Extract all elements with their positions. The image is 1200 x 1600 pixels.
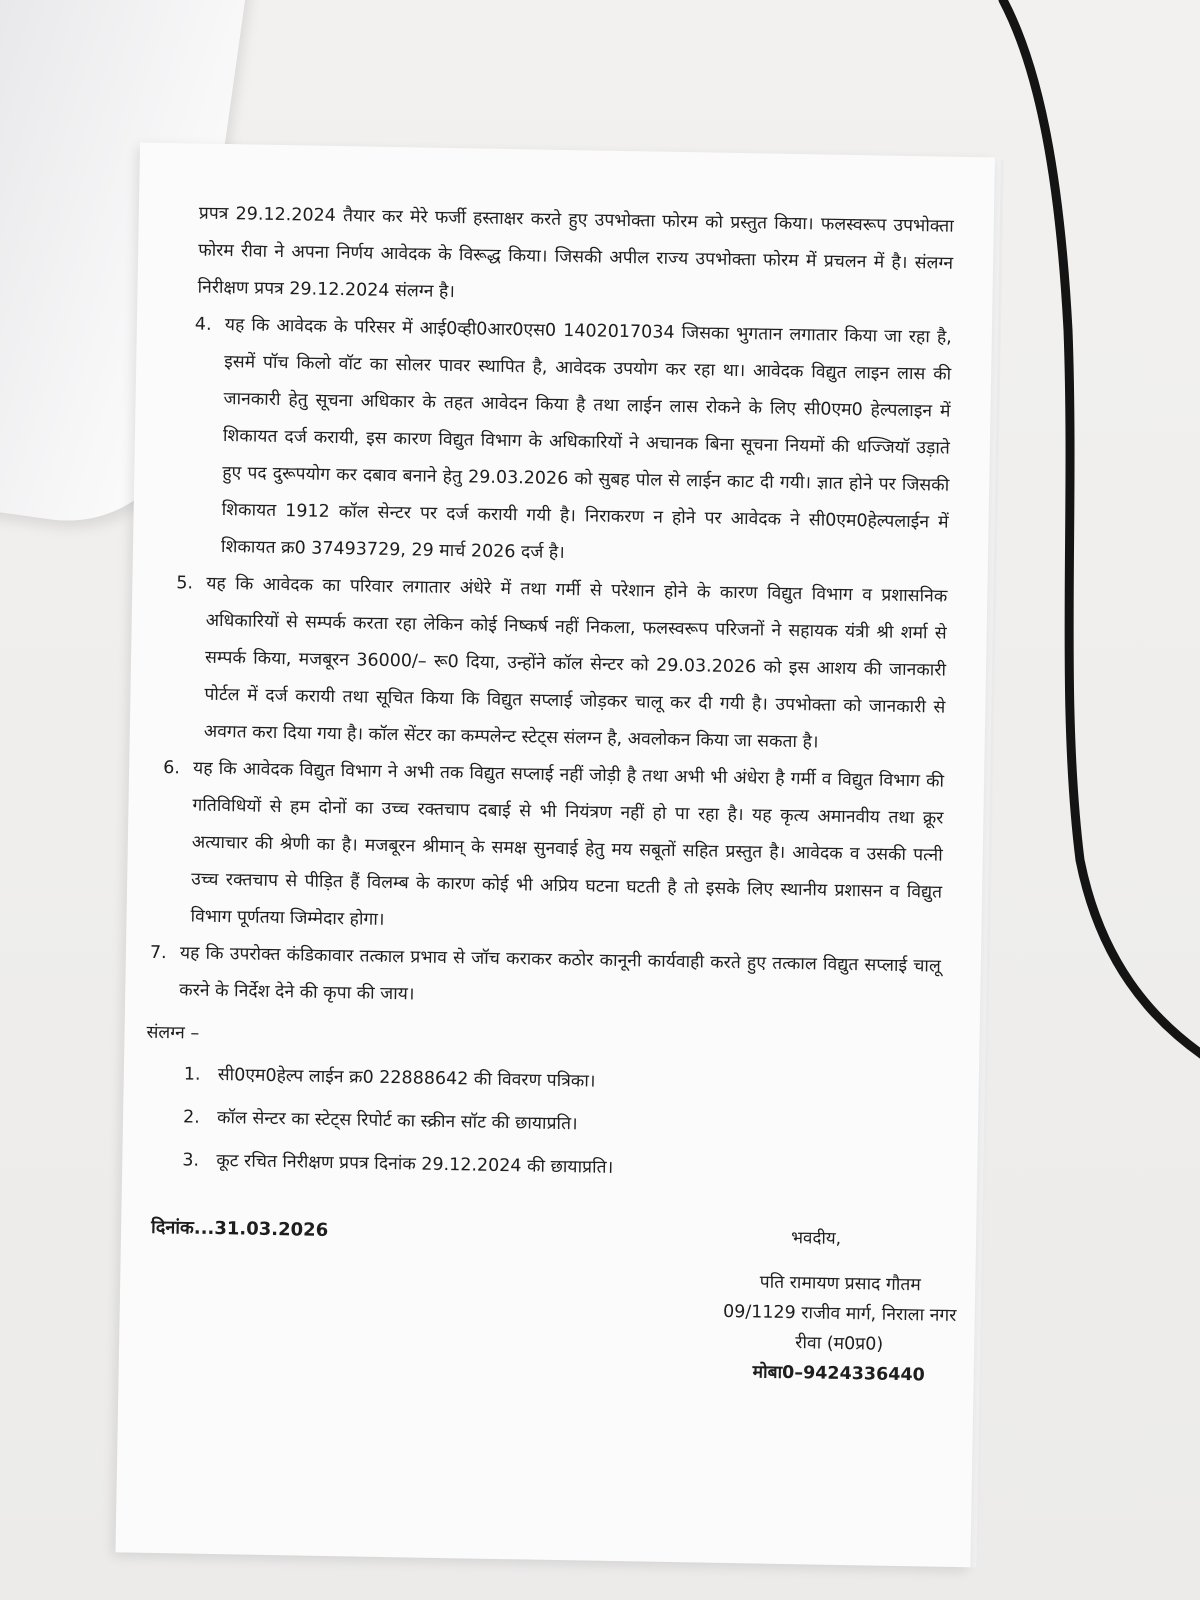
item-text: यह कि उपरोक्त कंडिकावार तत्काल प्रभाव से जॉच कराकर कठोर कानूनी कार्यवाही करते हुए तत्काल विद्युत सप्लाई चालू करने के निर्देश देने की कृपा की जाय। xyxy=(179,943,941,1005)
sender-address-line1: 09/1129 राजीव मार्ग, निराला नगर xyxy=(722,1301,957,1326)
annexure-number: 2. xyxy=(182,1107,200,1128)
annexure-title: संलग्न – xyxy=(146,1022,200,1044)
letter-footer xyxy=(150,1209,957,1412)
item-text: यह कि आवेदक विद्युत विभाग ने अभी तक विद्युत सप्लाई नहीं जोड़ी है तथा अभी भी अंधेरा है गर्मी व विद्युत विभाग की गतिविधियों से हम दोनों का उच्च रक्तचाप दबाई से भी नियंत्रण नहीं हो पा रहा है। यह कृत्य अमानवीय तथा क्रूर अत्याचार की श्रेणी का है। मजबूरन श्रीमान् के समक्ष सुनवाई हेतु मय सबूतों सहित प्रस्तुत है। आवेदक व उसकी पत्नी उच्च रक्तचाप से पीड़ित हैं विलम्ब के कारण कोई भी अप्रिय घटना घटती है तो इसके लिए स्थानीय प्रशासन व विद्युत विभाग पूर्णतया जिम्मेदार होगा। xyxy=(190,758,945,930)
item-number: 7. xyxy=(149,942,167,964)
list-item xyxy=(193,307,952,579)
closing-salutation: भवदीय, xyxy=(790,1228,842,1249)
annexure-text: कॉल सेन्टर का स्टेट्स रिपोर्ट का स्क्रीन सॉट की छायाप्रति। xyxy=(216,1108,578,1135)
sender-mobile: मोबा0–9424336440 xyxy=(752,1362,925,1386)
list-item xyxy=(151,935,941,1023)
annexure-item xyxy=(182,1142,938,1192)
sender-name: पति रामायण प्रसाद गौतम xyxy=(759,1272,921,1296)
annexure-item xyxy=(183,1099,939,1149)
item-text: यह कि आवेदक का परिवार लगातार अंधेरे में तथा गर्मी से परेशान होने के कारण विद्युत विभाग व प्रशासनिक अधिकारियों से सम्पर्क करता रहा लेकिन कोई निष्कर्ष नहीं निकला, फलस्वरूप परिजनों ने सहायक यंत्री श्री शर्मा से सम्पर्क किया, मजबूरन 36000/– रू0 दिया, उन्होंने कॉल सेन्टर को 29.03.2026 को इस आशय की जानकारी पोर्टल में दर्ज करायी तथा सूचित किया कि विद्युत सप्लाई जोड़कर चालू कर दी गयी है। उपभोक्ता को जानकारी से अवगत करा दिया गया है। कॉल सेंटर का कम्पलेन्ट स्टेट्स संलग्न है, अवलोकन किया जा सकता है। xyxy=(203,573,948,753)
signature-block xyxy=(678,1266,1000,1392)
annexure-number: 1. xyxy=(183,1064,201,1085)
intro-paragraph: प्रपत्र 29.12.2024 तैयार कर मेरे फर्जी हस्ताक्षर करते हुए उपभोक्ता फोरम को प्रस्तुत किया। फलस्वरूप उपभोक्ता फोरम रीवा ने अपना निर्णय आवेदक के विरूद्ध किया। जिसकी अपील राज्य उपभोक्ता फोरम में प्रचलन में है। संलग्न निरीक्षण प्रपत्र 29.12.2024 संलग्न है। xyxy=(197,203,954,303)
list-item xyxy=(162,750,944,949)
list-item xyxy=(175,565,947,763)
date-label: दिनांक...31.03.2026 xyxy=(150,1216,329,1241)
sender-address-line2: रीवा (म0प्र0) xyxy=(795,1333,884,1355)
annexure-number: 3. xyxy=(182,1150,200,1171)
letter-page xyxy=(115,143,994,1568)
annexure-text: सी0एम0हेल्प लाईन क्र0 22888642 की विवरण पत्रिका। xyxy=(217,1065,596,1092)
item-text: यह कि आवेदक के परिसर में आई0व्ही0आर0एस0 1402017034 जिसका भुगतान लगातार किया जा रहा है, इसमें पॉच किलो वॉट का सोलर पावर स्थापित है, आवेदक उपयोग कर रहा था। आवेदक विद्युत लाइन लास की जानकारी हेतु सूचना अधिकार के तहत आवेदन किया है तथा लाईन लास रोकने के लिए सी0एम0 हेल्पलाइन में शिकायत दर्ज करायी, इस कारण विद्युत विभाग के अधिकारियों ने अचानक बिना सूचना नियमों की धज्जियॉ उड़ाते हुए पद दुरूपयोग कर दबाव बनाने हेतु 29.03.2026 को सुबह पोल से लाईन काट दी गयी। ज्ञात होने पर जिसकी शिकायत 1912 कॉल सेन्टर पर दर्ज करायी गयी है। निराकरण न होने पर आवेदक ने सी0एम0हेल्पलाईन में शिकायत क्र0 37493729, 29 मार्च 2026 दर्ज है। xyxy=(220,315,952,564)
item-number: 4. xyxy=(194,314,212,335)
item-number: 6. xyxy=(162,758,181,779)
annexure-item xyxy=(183,1056,939,1106)
item-number: 5. xyxy=(176,573,194,594)
annexure-text: कूट रचित निरीक्षण प्रपत्र दिनांक 29.12.2024 की छायाप्रति। xyxy=(216,1151,614,1178)
letter-body xyxy=(146,196,957,1413)
